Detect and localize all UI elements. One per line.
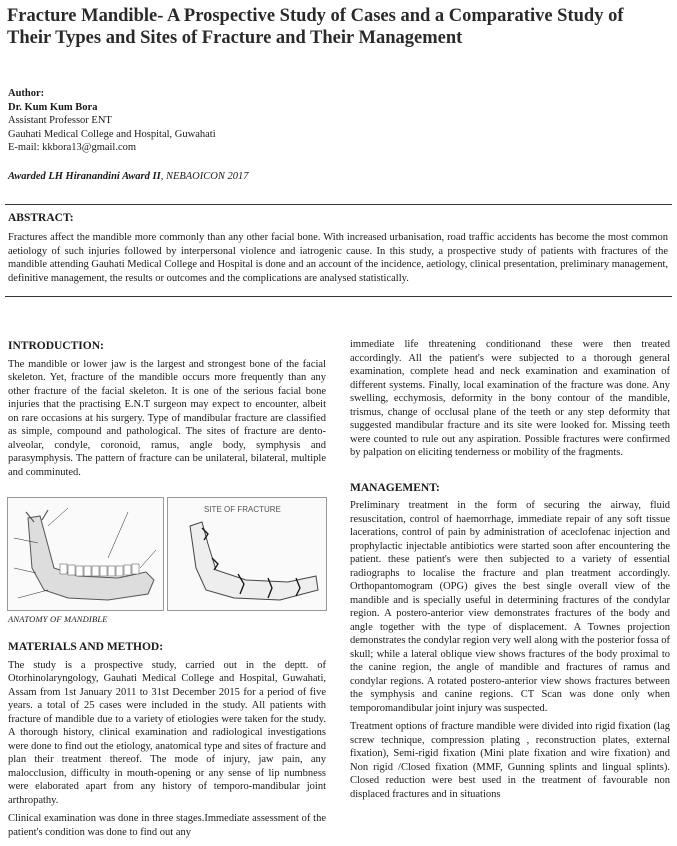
author-position: Assistant Professor ENT xyxy=(8,115,112,126)
right-column xyxy=(350,338,670,801)
divider-top xyxy=(5,204,672,205)
examination-text: immediate life threatening conditionand these were then treated accordingly. All the patient's were subjected to a thorough general examination, complete head and neck examination and examination of different systems. Finally, local examination of the fracture was done. Any swelling, ecchymosis, deformity in the bony contour of the mandible, trismus, change of occlusal plane of the teeth or any step deformity that suggested mandibular fracture and its site were looked for. Missing teeth were counted to rule out any aspiration. Possible fractures were confirmed by palpation on eliciting tenderness or mobility of the fragments. xyxy=(350,339,670,458)
divider-bottom xyxy=(5,296,672,297)
fracture-site-illustration xyxy=(168,498,326,610)
abstract-heading: ABSTRACT: xyxy=(8,212,74,224)
award-line xyxy=(8,171,248,182)
award-event: , NEBAOICON 2017 xyxy=(160,171,249,182)
left-column-top xyxy=(8,340,326,479)
mandible-anatomy-illustration xyxy=(8,498,163,610)
anatomy-figure xyxy=(7,497,164,611)
materials-text-1: The study is a prospective study, carried out in the deptt. of Otorhinolaryngology, Gauhati Medical College and Hospital, Guwahati, Assam from 1st January 2011 to 31st December 2015 for a period of five years. a total of 25 cases were included in the study. All patients with fracture of mandible due to a variety of etiologies were taken for the study. A thorough history, clinical examination and radiological investigations were done to find out the etiology, anatomical type and sites of fracture and plan their treatment thereof. The mode of injury, jaw pain, any malocclusion, difficulty in mouth-opening or any sense of lip numbness were elaborated apart from any history of temporo-mandibular joint arthropathy. xyxy=(8,659,326,806)
treatment-text: Treatment options of fracture mandible were divided into rigid fixation (lag screw technique, compression plating , reconstruction plates, external fixation), Semi-rigid fixation (Mini plate fixation and wire fixation) and Non rigid /Closed fixation (MMF, Gunning splints and lingual splints). Closed reduction were best used in the treatment of favourable non displaced fractures and in situations xyxy=(350,721,670,800)
author-block xyxy=(8,87,216,155)
materials-heading: MATERIALS AND METHOD: xyxy=(8,641,164,653)
introduction-text: The mandible or lower jaw is the largest and strongest bone of the facial skeleton. Yet, fracture of the mandible occurs more frequently than any other fracture of the facial skeleton. It is one of the serious facial bone injuries that the practising E.N.T surgeon may expect to encounter, albeit on rare occasions at his surgery. Type of mandibular fracture are classified as simple, compound and pathological. The sites of fracture are dento-alveolar, condyle, coronoid, ramus, angle body, symphysis and parasymphysis. The pattern of fracture can be unilateral, bilateral, multiple and comminuted. xyxy=(8,358,326,478)
site-of-fracture-label: SITE OF FRACTURE xyxy=(204,505,281,514)
paper-title: Fracture Mandible- A Prospective Study of Cases and a Comparative Study of Their Types and Sites of Fracture and Their Management xyxy=(7,6,624,48)
award-name: Awarded LH Hiranandini Award II xyxy=(8,171,161,182)
materials-text-2: Clinical examination was done in three stages.Immediate assessment of the patient's condition was done to find out any xyxy=(8,813,326,838)
management-text: Preliminary treatment in the form of securing the airway, fluid resuscitation, control of haemorrhage, immediate repair of any soft tissue lacerations, control of pain by administration of aceclofenac injection and prophylactic injectable antibiotics were started soon after encountering the patient. these patient's were then subjected to a variety of essential radiographs to localise the fracture and plan treatment accordingly. Orthopantomogram (OPG) gives the best single overall view of the mandible and is specially useful in determining fractures of the condylar region. A postero-anterior view demonstrates fractures of the body and angle together with the type of displacement. A Townes projection demonstrates the condylar region very well along with the posterior fossa of skull; while a lateral oblique view shows fractures of the body proximal to the canine region, the angle of mandible and fractures of ramus and condylar regions. A rotated postero-anterior view shows fractures between the symphysis and canine regions. CT Scan was done only when temporomandibular joint injury was suspected. xyxy=(350,500,670,714)
left-column-bottom xyxy=(8,641,326,839)
anatomy-caption: ANATOMY OF MANDIBLE xyxy=(8,614,108,624)
author-label: Author: xyxy=(8,88,45,99)
author-affiliation: Gauhati Medical College and Hospital, Guwahati xyxy=(8,128,216,140)
author-name: Dr. Kum Kum Bora xyxy=(8,101,98,113)
fracture-site-figure xyxy=(167,497,327,611)
management-heading: MANAGEMENT: xyxy=(350,481,440,494)
author-email: E-mail: kkbora13@gmail.com xyxy=(8,142,137,153)
abstract-text: Fractures affect the mandible more commonly than any other facial bone. With increased urbanisation, road traffic accidents has become the most common aetiology of such injuries followed by interpersonal violence and iatrogenic cause. In this study, a prospective study of patients with fractures of the mandible attending Gauhati Medical College and Hospital is done and an account of the incidence, aetiology, clinical presentation, preliminary management, definitive management, the results or outcomes and the complications are analysed statistically. xyxy=(8,232,668,285)
introduction-heading: INTRODUCTION: xyxy=(8,340,104,352)
